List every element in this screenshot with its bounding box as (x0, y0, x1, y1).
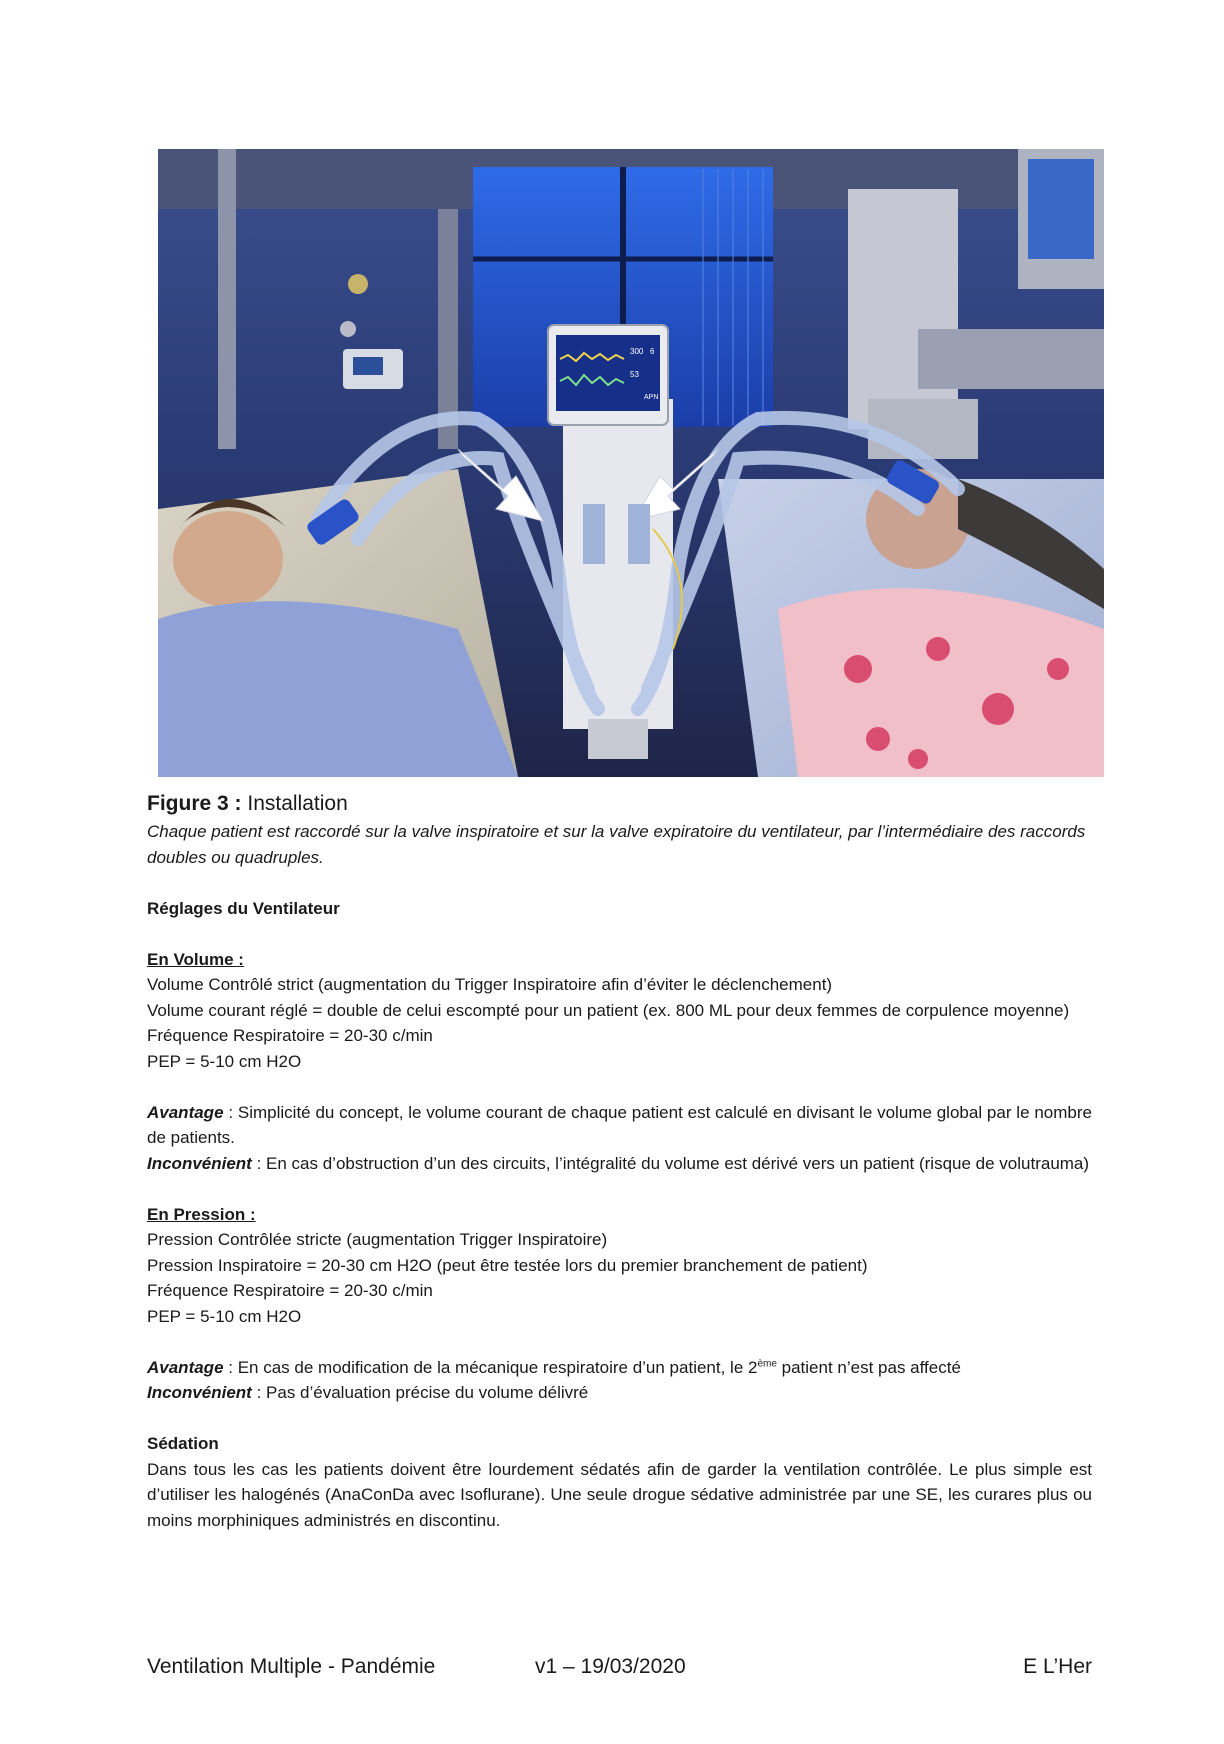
drawback-text: : Pas d’évaluation précise du volume délivré (251, 1383, 589, 1402)
page-footer (147, 1652, 1092, 1682)
footer-version: v1 – 19/03/2020 (535, 1655, 686, 1678)
advantage-text-end: patient n’est pas affecté (776, 1357, 961, 1377)
figure-label: Figure 3 : (147, 792, 242, 815)
advantage-text: : En cas de modification de la mécanique respiratoire d’un patient, le 2 (223, 1357, 758, 1377)
volume-line: PEP = 5-10 cm H2O (147, 1051, 302, 1071)
volume-advantage (147, 1100, 1092, 1151)
advantage-text: : Simplicité du concept, le volume courant de chaque patient est calculé en divisant le volume global par le nombre de patients. (147, 1102, 1092, 1147)
screen-value-4: APN (644, 394, 659, 401)
screen-value-3: 53 (630, 370, 639, 379)
pressure-line: Fréquence Respiratoire = 20-30 c/min (147, 1281, 433, 1300)
footer-title: Ventilation Multiple - Pandémie (147, 1655, 436, 1678)
figure-caption: Chaque patient est raccordé sur la valve inspiratoire et sur la valve expiratoire du ventilateur, par l’intermédiaire des raccords doubles ou quadruples. (147, 822, 1086, 867)
advantage-label: Avantage (147, 1357, 224, 1377)
volume-line: Volume Contrôlé strict (augmentation du Trigger Inspiratoire afin d’éviter le déclenchement) (147, 975, 833, 994)
document-body (147, 789, 1092, 1533)
pressure-line: Pression Contrôlée stricte (augmentation Trigger Inspiratoire) (147, 1230, 608, 1249)
figure-title-text: Installation (247, 792, 348, 815)
pressure-line: Pression Inspiratoire = 20-30 cm H2O (peut être testée lors du premier branchement de patient) (147, 1255, 868, 1275)
footer-author: E L’Her (1023, 1655, 1092, 1678)
ordinal-suffix: ème (757, 1357, 777, 1369)
volume-line: Fréquence Respiratoire = 20-30 c/min (147, 1026, 433, 1045)
figure-photo (158, 149, 1104, 777)
pressure-heading: En Pression : (147, 1204, 256, 1224)
drawback-label: Inconvénient (147, 1383, 252, 1402)
advantage-label: Avantage (147, 1102, 224, 1122)
drawback-label: Inconvénient (147, 1153, 252, 1173)
sedation-heading: Sédation (147, 1434, 219, 1453)
screen-value-2: 6 (650, 347, 655, 356)
figure-title (147, 789, 1092, 819)
drawback-text: : En cas d’obstruction d’un des circuits, l’intégralité du volume est dérivé vers un patient (risque de volutrauma) (251, 1153, 1090, 1173)
sedation-text: Dans tous les cas les patients doivent être lourdement sédatés afin de garder la ventilation contrôlée. Le plus simple est d’utiliser les halogénés (AnaConDa avec Isoflurane). Une seule drogue sédative administrée par une SE, les curares plus ou moins morphiniques administrés en discontinu. (147, 1459, 1092, 1530)
volume-line: Volume courant réglé = double de celui escompté pour un patient (ex. 800 ML pour deux femmes de corpulence moyenne) (147, 1000, 1070, 1020)
pressure-drawback (147, 1380, 1092, 1406)
volume-heading: En Volume : (147, 949, 244, 969)
pressure-advantage (147, 1355, 1092, 1381)
volume-drawback (147, 1151, 1092, 1177)
pressure-line: PEP = 5-10 cm H2O (147, 1306, 302, 1326)
screen-value-1: 300 (630, 347, 644, 356)
ventilator-settings-heading: Réglages du Ventilateur (147, 899, 340, 918)
icu-ventilator-illustration (158, 149, 1104, 777)
